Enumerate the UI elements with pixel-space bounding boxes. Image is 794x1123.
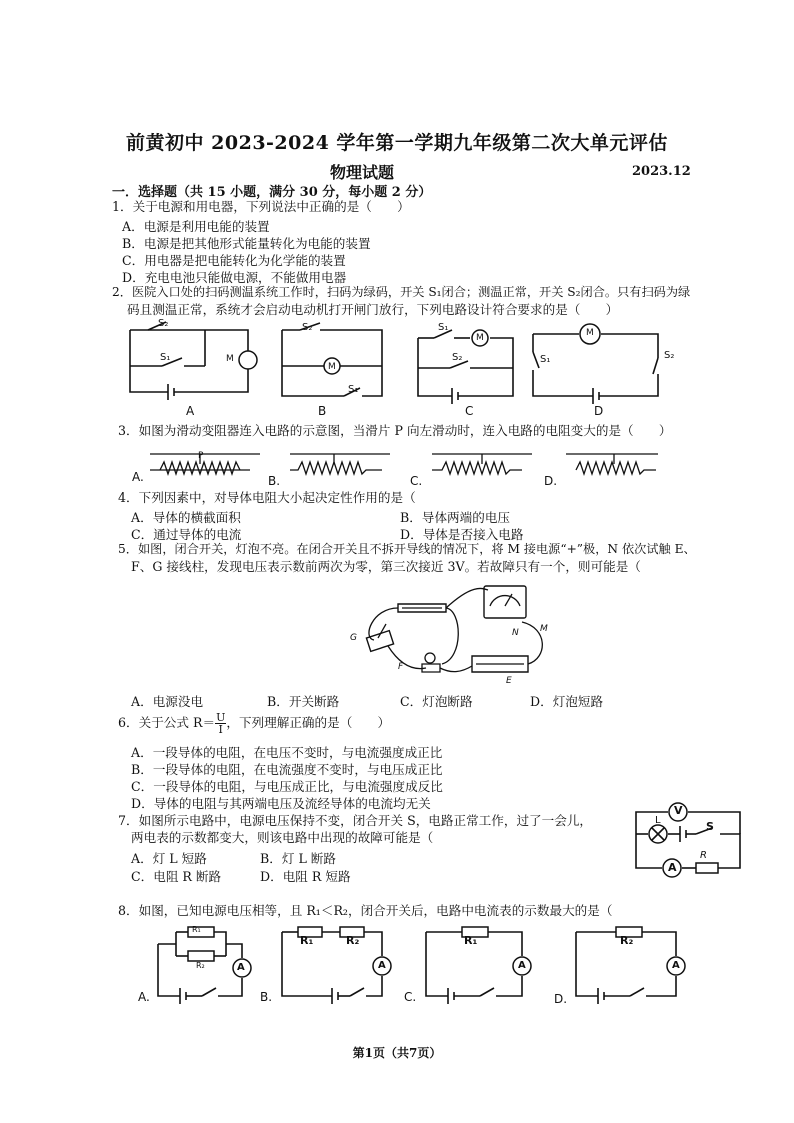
q5-option-a: A．电源没电 [131, 694, 204, 709]
q7-option-c: C．电阻 R 断路 [131, 869, 222, 884]
q6-stem-prefix: 6．关于公式 R＝ [118, 715, 216, 730]
q7-resistor-label: R [700, 850, 707, 861]
exam-date: 2023.12 [632, 164, 691, 179]
q6-option-c: C．一段导体的电阻，与电压成正比，与电流强度成反比 [131, 779, 443, 794]
page-title: 前黄初中 2023-2024 学年第一学期九年级第二次大单元评估 [126, 132, 668, 154]
q6-stem [118, 710, 390, 736]
q5-stem-line2: F、G 接线柱，发现电压表示数前两次为零，第三次接近 3V。若故障只有一个，则可能是（ [131, 559, 641, 574]
q7-voltmeter-label: V [674, 804, 683, 817]
q8-label-a: A. [138, 990, 150, 1004]
q4-option-c: C．通过导体的电流 [131, 527, 242, 542]
q6-option-b: B．一段导体的电阻，在电流强度不变时，与电压成正比 [131, 762, 443, 777]
q2-a-motor-label: M [226, 354, 234, 364]
q7-option-b: B．灯 L 断路 [260, 851, 336, 866]
q8-a-r1-label: R₁ [192, 925, 201, 934]
q3-rheostat-b [290, 446, 400, 482]
q8-a-r2-label: R₂ [196, 961, 205, 970]
q8-b-r2-label: R₂ [346, 934, 360, 947]
q4-option-b: B．导体两端的电压 [400, 510, 511, 525]
q3-rheostat-c [432, 448, 542, 482]
q8-d-ammeter-label: A [672, 960, 680, 971]
q8-stem: 8．如图，已知电源电压相等，且 R₁＜R₂，闭合开关后，电路中电流表的示数最大的是（ [118, 903, 613, 918]
q5-option-c: C．灯泡断路 [400, 694, 473, 709]
q3-label-b: B. [268, 474, 281, 488]
q3-label-a: A. [132, 470, 144, 484]
q2-a-s1-label: S₁ [160, 352, 171, 363]
q8-circuit-c [426, 928, 532, 1002]
q7-stem-line1: 7．如图所示电路中，电源电压保持不变，闭合开关 S，电路正常工作，过了一会儿， [118, 813, 593, 828]
q5-terminal-e: E [506, 676, 512, 686]
q6-formula-fraction [215, 712, 226, 735]
q3-stem: 3．如图为滑动变阻器连入电路的示意图，当滑片 P 向左滑动时，连入电路的电阻变大的是（ ） [118, 423, 672, 438]
q7-option-a: A．灯 L 短路 [131, 851, 207, 866]
q2-d-s1-label: S₁ [540, 354, 551, 365]
q8-a-ammeter-label: A [237, 962, 245, 973]
q5-probe-n: N [512, 628, 519, 638]
q2-label-b: B [318, 404, 327, 418]
section-heading: 一．选择题（共 15 小题，满分 30 分，每小题 2 分） [112, 185, 432, 200]
q2-b-motor-label: M [328, 362, 336, 372]
q2-label-a: A [186, 404, 195, 418]
q8-label-d: D. [554, 992, 568, 1006]
page-footer: 第1页（共7页） [352, 1046, 442, 1060]
q6-option-d: D．导体的电阻与其两端电压及流经导体的电流均无关 [131, 796, 431, 811]
q2-c-motor-label: M [476, 333, 484, 343]
q2-b-s2-label: S₂ [302, 322, 313, 333]
q3-label-d: D. [544, 474, 558, 488]
q8-label-c: C. [404, 990, 417, 1004]
q5-voltmeter-icon [482, 582, 532, 626]
q8-b-r1-label: R₁ [300, 934, 314, 947]
q2-c-s2-label: S₂ [452, 352, 463, 363]
q1-stem: 1．关于电源和用电器，下列说法中正确的是（ ） [112, 199, 410, 214]
q8-c-ammeter-label: A [518, 960, 526, 971]
q2-d-motor-label: M [586, 328, 594, 338]
q4-option-a: A．导体的横截面积 [131, 510, 241, 525]
q8-label-b: B. [260, 990, 273, 1004]
q3-rheostat-a [150, 446, 270, 482]
q2-circuit-a [130, 322, 270, 407]
q7-lamp-label: L [655, 815, 661, 826]
q2-label-c: C [465, 404, 474, 418]
q5-stem-line1: 5．如图，闭合开关，灯泡不亮。在闭合开关且不拆开导线的情况下，将 M 接电源“+”极，N 依次试触 E、 [118, 542, 696, 556]
page-subtitle: 物理试题 [330, 163, 395, 182]
q8-circuit-b [282, 928, 392, 1002]
q2-d-s2-label: S₂ [664, 350, 675, 361]
q2-b-s1-label: S₁ [348, 384, 359, 395]
q2-stem-line2: 码且测温正常，系统才会启动电动机打开闸门放行，下列电路设计符合要求的是（ ） [127, 302, 619, 317]
q1-option-d: D．充电电池只能做电源，不能做用电器 [122, 270, 347, 285]
q1-option-b: B．电源是把其他形式能量转化为电能的装置 [122, 236, 371, 251]
q3-label-c: C. [410, 474, 423, 488]
q7-switch-label: S [706, 820, 714, 833]
q8-b-ammeter-label: A [378, 960, 386, 971]
q3-slider-p: P [198, 451, 204, 461]
q6-stem-suffix: ，下列理解正确的是（ ） [226, 715, 391, 730]
q2-label-d: D [594, 404, 604, 418]
q7-option-d: D．电阻 R 短路 [260, 869, 351, 884]
q6-formula-denominator: I [218, 723, 223, 736]
q2-circuit-c [418, 330, 518, 405]
q5-probe-m: M [540, 624, 548, 634]
q3-rheostat-d [566, 448, 666, 482]
q2-a-s2-label: S₂ [158, 318, 169, 329]
q2-stem-line1: 2．医院入口处的扫码测温系统工作时，扫码为绿码，开关 S₁闭合；测温正常，开关 S₂闭合。只有扫码为绿 [112, 285, 691, 299]
q5-terminal-g: G [350, 633, 357, 643]
q6-option-a: A．一段导体的电阻，在电压不变时，与电流强度成正比 [131, 745, 443, 760]
q2-c-s1-label: S₁ [438, 322, 449, 333]
q8-c-r1-label: R₁ [464, 934, 478, 947]
q8-d-r2-label: R₂ [620, 934, 634, 947]
q4-option-d: D．导体是否接入电路 [400, 527, 524, 542]
q7-circuit [636, 800, 746, 880]
q2-circuit-d [533, 334, 663, 406]
q6-formula-numerator: U [216, 711, 226, 724]
q1-option-a: A．电源是利用电能的装置 [122, 219, 270, 234]
q5-option-b: B．开关断路 [267, 694, 340, 709]
q7-stem-line2: 两电表的示数都变大，则该电路中出现的故障可能是（ [131, 830, 434, 845]
q5-terminal-f: F [398, 662, 404, 672]
q1-option-c: C．用电器是把电能转化为化学能的装置 [122, 253, 346, 268]
q4-stem: 4．下列因素中，对导体电阻大小起决定性作用的是（ [118, 490, 416, 505]
q5-option-d: D．灯泡短路 [530, 694, 604, 709]
q7-ammeter-label: A [668, 861, 677, 874]
